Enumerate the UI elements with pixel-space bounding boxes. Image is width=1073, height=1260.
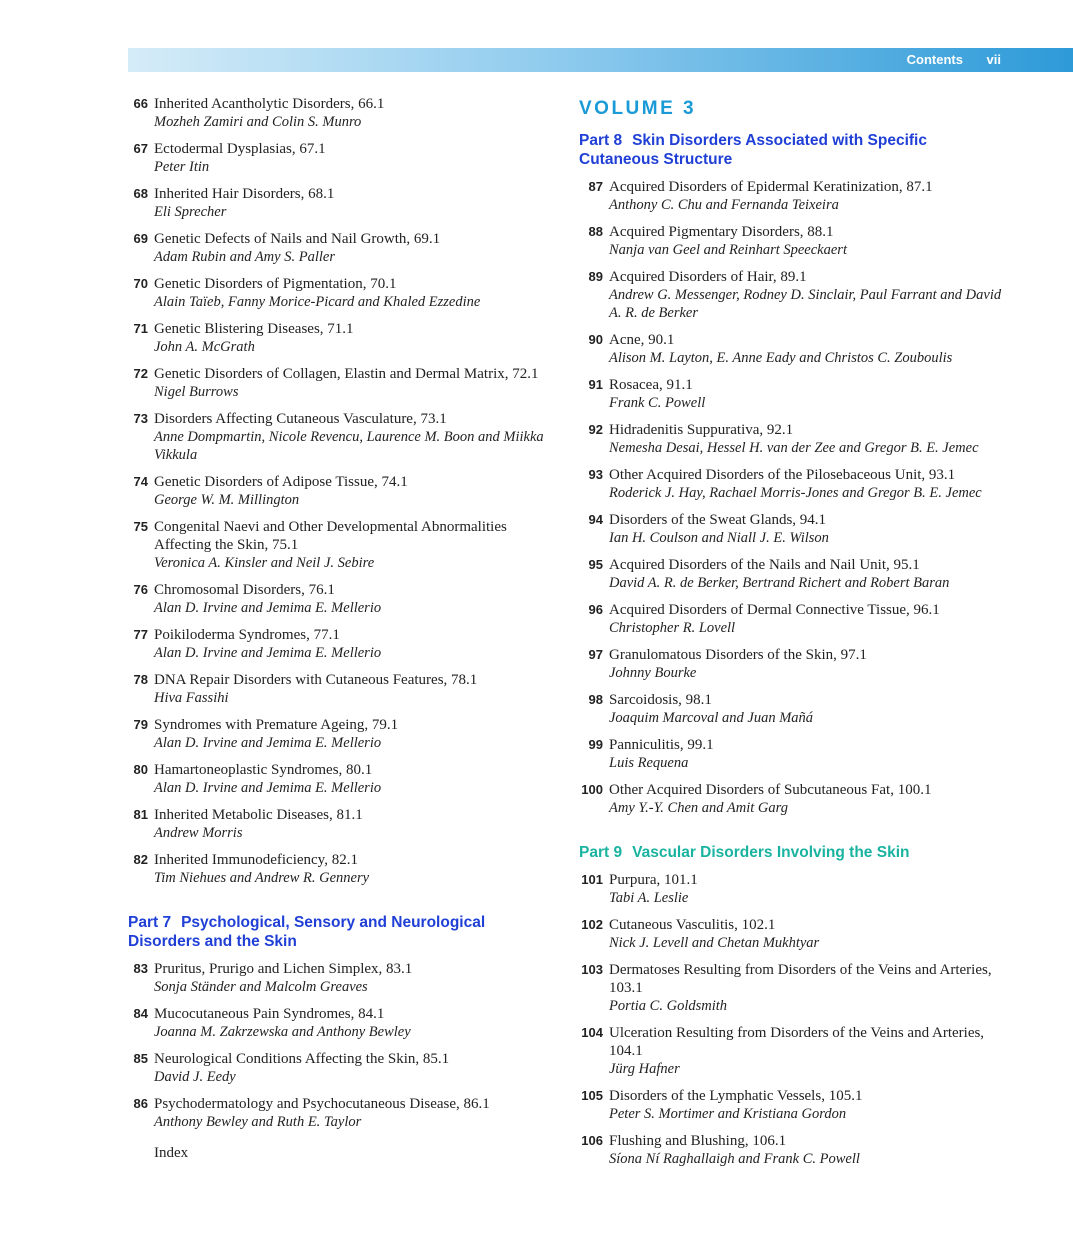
chapter-title[interactable]: Genetic Blistering Diseases, 71.1 bbox=[154, 321, 354, 337]
toc-entry[interactable] bbox=[128, 230, 558, 266]
chapter-authors: Peter Itin bbox=[154, 159, 210, 175]
chapter-authors: Frank C. Powell bbox=[609, 395, 706, 411]
chapter-number: 101 bbox=[581, 872, 603, 887]
chapter-authors: Christopher R. Lovell bbox=[609, 620, 736, 636]
chapter-number: 75 bbox=[133, 519, 148, 534]
chapter-title[interactable]: Disorders Affecting Cutaneous Vasculature, 73.1 bbox=[154, 411, 447, 427]
chapter-number: 91 bbox=[588, 377, 603, 392]
chapter-title[interactable]: Genetic Defects of Nails and Nail Growth, 69.1 bbox=[154, 231, 441, 247]
chapter-authors: Tabi A. Leslie bbox=[609, 890, 689, 906]
chapter-title[interactable]: Mucocutaneous Pain Syndromes, 84.1 bbox=[154, 1006, 385, 1022]
chapter-title[interactable]: DNA Repair Disorders with Cutaneous Features, 78.1 bbox=[154, 672, 478, 688]
chapter-title[interactable]: Genetic Disorders of Collagen, Elastin and Dermal Matrix, 72.1 bbox=[154, 366, 539, 382]
chapter-number: 83 bbox=[133, 961, 148, 976]
chapter-title[interactable]: Inherited Immunodeficiency, 82.1 bbox=[154, 852, 358, 868]
toc-entry[interactable] bbox=[128, 140, 558, 176]
toc-entry[interactable] bbox=[128, 1050, 558, 1086]
toc-entry[interactable] bbox=[128, 761, 558, 797]
chapter-title[interactable]: Acne, 90.1 bbox=[609, 332, 675, 348]
chapter-authors: Anthony Bewley and Ruth E. Taylor bbox=[154, 1114, 362, 1130]
part-9-entries bbox=[579, 871, 1009, 1168]
chapter-title[interactable]: Granulomatous Disorders of the Skin, 97.1 bbox=[609, 647, 867, 663]
chapter-authors: Sonja Ständer and Malcolm Greaves bbox=[154, 979, 368, 995]
toc-entry[interactable] bbox=[579, 961, 1009, 1015]
chapter-title[interactable]: Hidradenitis Suppurativa, 92.1 bbox=[609, 422, 794, 438]
chapter-authors: Roderick J. Hay, Rachael Morris-Jones and Gregor B. E. Jemec bbox=[609, 485, 982, 501]
chapter-number: 106 bbox=[581, 1133, 603, 1148]
part-8-entries bbox=[579, 178, 1009, 817]
toc-entry[interactable] bbox=[579, 223, 1009, 259]
chapter-number: 100 bbox=[581, 782, 603, 797]
toc-entry[interactable] bbox=[579, 691, 1009, 727]
chapter-title[interactable]: Acquired Disorders of Hair, 89.1 bbox=[609, 269, 807, 285]
toc-entry[interactable] bbox=[128, 1095, 558, 1131]
chapter-authors: John A. McGrath bbox=[154, 339, 255, 355]
chapter-number: 99 bbox=[588, 737, 603, 752]
toc-entry[interactable] bbox=[128, 410, 558, 464]
chapter-number: 72 bbox=[133, 366, 148, 381]
chapter-number: 94 bbox=[588, 512, 603, 527]
chapter-authors: Alan D. Irvine and Jemima E. Mellerio bbox=[154, 735, 382, 751]
index-entry[interactable]: Index bbox=[154, 1145, 189, 1161]
chapter-title[interactable]: Flushing and Blushing, 106.1 bbox=[609, 1133, 787, 1149]
chapter-number: 96 bbox=[588, 602, 603, 617]
chapter-title[interactable]: Genetic Disorders of Adipose Tissue, 74.1 bbox=[154, 474, 408, 490]
toc-entry[interactable] bbox=[579, 376, 1009, 412]
chapter-number: 103 bbox=[581, 962, 603, 977]
chapter-number: 95 bbox=[588, 557, 603, 572]
toc-entry[interactable] bbox=[579, 268, 1009, 322]
toc-entry[interactable] bbox=[579, 646, 1009, 682]
chapter-number: 79 bbox=[133, 717, 148, 732]
chapter-authors: Ian H. Coulson and Niall J. E. Wilson bbox=[609, 530, 829, 546]
toc-entry[interactable] bbox=[128, 960, 558, 996]
chapter-authors: Alain Taïeb, Fanny Morice-Picard and Khaled Ezzedine bbox=[154, 294, 481, 310]
chapter-authors: Veronica A. Kinsler and Neil J. Sebire bbox=[154, 555, 375, 571]
chapter-number: 85 bbox=[133, 1051, 148, 1066]
toc-entry[interactable] bbox=[579, 601, 1009, 637]
chapter-title[interactable]: Acquired Pigmentary Disorders, 88.1 bbox=[609, 224, 834, 240]
chapter-title[interactable]: Congenital Naevi and Other Developmental Abnormalities Affecting the Skin, 75.1 bbox=[154, 519, 507, 553]
toc-entry[interactable] bbox=[128, 95, 558, 131]
chapter-authors: David A. R. de Berker, Bertrand Richert and Robert Baran bbox=[609, 575, 950, 591]
chapter-title[interactable]: Disorders of the Lymphatic Vessels, 105.1 bbox=[609, 1088, 863, 1104]
chapter-authors: Tim Niehues and Andrew R. Gennery bbox=[154, 870, 370, 886]
chapter-number: 87 bbox=[588, 179, 603, 194]
chapter-authors: Joanna M. Zakrzewska and Anthony Bewley bbox=[154, 1024, 411, 1040]
chapter-authors: Joaquim Marcoval and Juan Mañá bbox=[609, 710, 814, 726]
toc-entry[interactable] bbox=[579, 331, 1009, 367]
toc-entry[interactable] bbox=[579, 781, 1009, 817]
chapter-authors: Adam Rubin and Amy S. Paller bbox=[154, 249, 335, 265]
toc-entry[interactable] bbox=[579, 178, 1009, 214]
chapter-number: 90 bbox=[588, 332, 603, 347]
toc-entry[interactable] bbox=[579, 421, 1009, 457]
toc-entry[interactable] bbox=[579, 511, 1009, 547]
toc-entry[interactable] bbox=[579, 916, 1009, 952]
chapter-number: 68 bbox=[133, 186, 148, 201]
chapter-number: 92 bbox=[588, 422, 603, 437]
chapter-authors: Alan D. Irvine and Jemima E. Mellerio bbox=[154, 600, 382, 616]
chapter-authors: Nemesha Desai, Hessel H. van der Zee and Gregor B. E. Jemec bbox=[609, 440, 979, 456]
chapter-authors: Nick J. Levell and Chetan Mukhtyar bbox=[609, 935, 820, 951]
chapter-title[interactable]: Inherited Acantholytic Disorders, 66.1 bbox=[154, 96, 385, 112]
chapter-number: 77 bbox=[133, 627, 148, 642]
chapter-number: 84 bbox=[133, 1006, 148, 1021]
toc-entry[interactable] bbox=[128, 1005, 558, 1041]
toc-entry[interactable] bbox=[579, 1024, 1009, 1078]
chapter-title[interactable]: Neurological Conditions Affecting the Skin, 85.1 bbox=[154, 1051, 450, 1067]
chapter-number: 67 bbox=[133, 141, 148, 156]
toc-entry[interactable] bbox=[128, 671, 558, 707]
chapter-title[interactable]: Ectodermal Dysplasias, 67.1 bbox=[154, 141, 326, 157]
chapter-number: 76 bbox=[133, 582, 148, 597]
part-9-heading: Part 9 Vascular Disorders Involving the Skin bbox=[579, 844, 910, 861]
chapter-number: 69 bbox=[133, 231, 148, 246]
header-page-number: vii bbox=[986, 52, 1001, 67]
chapter-title[interactable]: Purpura, 101.1 bbox=[609, 872, 698, 888]
chapter-number: 97 bbox=[588, 647, 603, 662]
chapter-number: 66 bbox=[133, 96, 148, 111]
chapter-title[interactable]: Acquired Disorders of Dermal Connective Tissue, 96.1 bbox=[609, 602, 940, 618]
chapter-authors: Johnny Bourke bbox=[609, 665, 697, 681]
toc-entry[interactable] bbox=[128, 716, 558, 752]
chapter-title[interactable]: Dermatoses Resulting from Disorders of the Veins and Arteries, 103.1 bbox=[609, 962, 992, 996]
chapter-number: 105 bbox=[581, 1088, 603, 1103]
chapter-number: 89 bbox=[588, 269, 603, 284]
toc-entry[interactable] bbox=[128, 851, 558, 887]
chapter-number: 70 bbox=[133, 276, 148, 291]
toc-entry[interactable] bbox=[128, 320, 558, 356]
toc-entry[interactable] bbox=[579, 1132, 1009, 1168]
chapter-title[interactable]: Genetic Disorders of Pigmentation, 70.1 bbox=[154, 276, 397, 292]
chapter-title[interactable]: Hamartoneoplastic Syndromes, 80.1 bbox=[154, 762, 373, 778]
chapter-title[interactable]: Rosacea, 91.1 bbox=[609, 377, 693, 393]
chapter-number: 102 bbox=[581, 917, 603, 932]
chapter-authors: Nigel Burrows bbox=[154, 384, 239, 400]
toc-entry[interactable] bbox=[128, 473, 558, 509]
chapter-authors: Alan D. Irvine and Jemima E. Mellerio bbox=[154, 645, 382, 661]
toc-entry[interactable] bbox=[579, 736, 1009, 772]
chapter-number: 78 bbox=[133, 672, 148, 687]
chapter-title[interactable]: Psychodermatology and Psychocutaneous Disease, 86.1 bbox=[154, 1096, 490, 1112]
chapter-authors: Amy Y.-Y. Chen and Amit Garg bbox=[609, 800, 788, 816]
chapter-number: 104 bbox=[581, 1025, 603, 1040]
right-column bbox=[579, 95, 1009, 1177]
toc-entry[interactable] bbox=[128, 365, 558, 401]
chapter-title[interactable]: Ulceration Resulting from Disorders of the Veins and Arteries, 104.1 bbox=[609, 1025, 985, 1059]
toc-entry[interactable] bbox=[579, 871, 1009, 907]
toc-entry[interactable] bbox=[579, 466, 1009, 502]
volume-heading: VOLUME 3 bbox=[579, 98, 697, 119]
chapter-authors: Andrew G. Messenger, Rodney D. Sinclair, Paul Farrant and David A. R. de Berker bbox=[609, 287, 1002, 321]
chapter-title[interactable]: Inherited Hair Disorders, 68.1 bbox=[154, 186, 335, 202]
part-8-heading: Part 8 Skin Disorders Associated with Specific Cutaneous Structure bbox=[579, 132, 927, 168]
left-column bbox=[128, 95, 558, 1162]
toc-entry[interactable] bbox=[128, 626, 558, 662]
chapter-authors: David J. Eedy bbox=[154, 1069, 236, 1085]
toc-entry[interactable] bbox=[128, 185, 558, 221]
chapter-authors: Alan D. Irvine and Jemima E. Mellerio bbox=[154, 780, 382, 796]
chapter-title[interactable]: Other Acquired Disorders of the Pilosebaceous Unit, 93.1 bbox=[609, 467, 956, 483]
chapter-authors: Andrew Morris bbox=[154, 825, 243, 841]
toc-entry[interactable] bbox=[128, 806, 558, 842]
chapter-title[interactable]: Disorders of the Sweat Glands, 94.1 bbox=[609, 512, 827, 528]
chapter-authors: Jürg Hafner bbox=[609, 1061, 680, 1077]
left-entries bbox=[128, 95, 558, 887]
chapter-number: 82 bbox=[133, 852, 148, 867]
chapter-authors: Nanja van Geel and Reinhart Speeckaert bbox=[609, 242, 847, 258]
chapter-authors: Luis Requena bbox=[609, 755, 689, 771]
chapter-number: 86 bbox=[133, 1096, 148, 1111]
chapter-number: 93 bbox=[588, 467, 603, 482]
chapter-authors: Hiva Fassihi bbox=[154, 690, 229, 706]
chapter-title[interactable]: Acquired Disorders of Epidermal Keratinization, 87.1 bbox=[609, 179, 933, 195]
toc-entry[interactable] bbox=[579, 1087, 1009, 1123]
chapter-title[interactable]: Inherited Metabolic Diseases, 81.1 bbox=[154, 807, 363, 823]
toc-entry[interactable] bbox=[128, 518, 558, 572]
chapter-title[interactable]: Chromosomal Disorders, 76.1 bbox=[154, 582, 335, 598]
chapter-authors: George W. M. Millington bbox=[154, 492, 300, 508]
toc-entry[interactable] bbox=[128, 581, 558, 617]
chapter-title[interactable]: Other Acquired Disorders of Subcutaneous Fat, 100.1 bbox=[609, 782, 932, 798]
chapter-title[interactable]: Cutaneous Vasculitis, 102.1 bbox=[609, 917, 776, 933]
chapter-number: 71 bbox=[133, 321, 148, 336]
chapter-number: 98 bbox=[588, 692, 603, 707]
chapter-authors: Alison M. Layton, E. Anne Eady and Christos C. Zouboulis bbox=[609, 350, 953, 366]
chapter-authors: Anthony C. Chu and Fernanda Teixeira bbox=[609, 197, 839, 213]
chapter-title[interactable]: Poikiloderma Syndromes, 77.1 bbox=[154, 627, 340, 643]
chapter-authors: Portia C. Goldsmith bbox=[609, 998, 728, 1014]
chapter-number: 74 bbox=[133, 474, 148, 489]
chapter-number: 88 bbox=[588, 224, 603, 239]
chapter-title[interactable]: Pruritus, Prurigo and Lichen Simplex, 83.1 bbox=[154, 961, 413, 977]
header-label: Contents bbox=[906, 52, 963, 67]
chapter-authors: Eli Sprecher bbox=[154, 204, 227, 220]
part-7-entries bbox=[128, 960, 558, 1131]
toc-entry[interactable] bbox=[579, 556, 1009, 592]
chapter-title[interactable]: Sarcoidosis, 98.1 bbox=[609, 692, 712, 708]
chapter-authors: Peter S. Mortimer and Kristiana Gordon bbox=[609, 1106, 847, 1122]
chapter-authors: Síona Ní Raghallaigh and Frank C. Powell bbox=[609, 1151, 860, 1167]
part-7-heading: Part 7 Psychological, Sensory and Neurological Disorders and the Skin bbox=[128, 914, 486, 950]
chapter-number: 73 bbox=[133, 411, 148, 426]
chapter-title[interactable]: Acquired Disorders of the Nails and Nail Unit, 95.1 bbox=[609, 557, 920, 573]
toc-entry[interactable] bbox=[128, 275, 558, 311]
chapter-title[interactable]: Panniculitis, 99.1 bbox=[609, 737, 714, 753]
chapter-authors: Mozheh Zamiri and Colin S. Munro bbox=[154, 114, 362, 130]
chapter-authors: Anne Dompmartin, Nicole Revencu, Laurence M. Boon and Miikka Vikkula bbox=[154, 429, 544, 463]
chapter-title[interactable]: Syndromes with Premature Ageing, 79.1 bbox=[154, 717, 399, 733]
chapter-number: 81 bbox=[133, 807, 148, 822]
chapter-number: 80 bbox=[133, 762, 148, 777]
